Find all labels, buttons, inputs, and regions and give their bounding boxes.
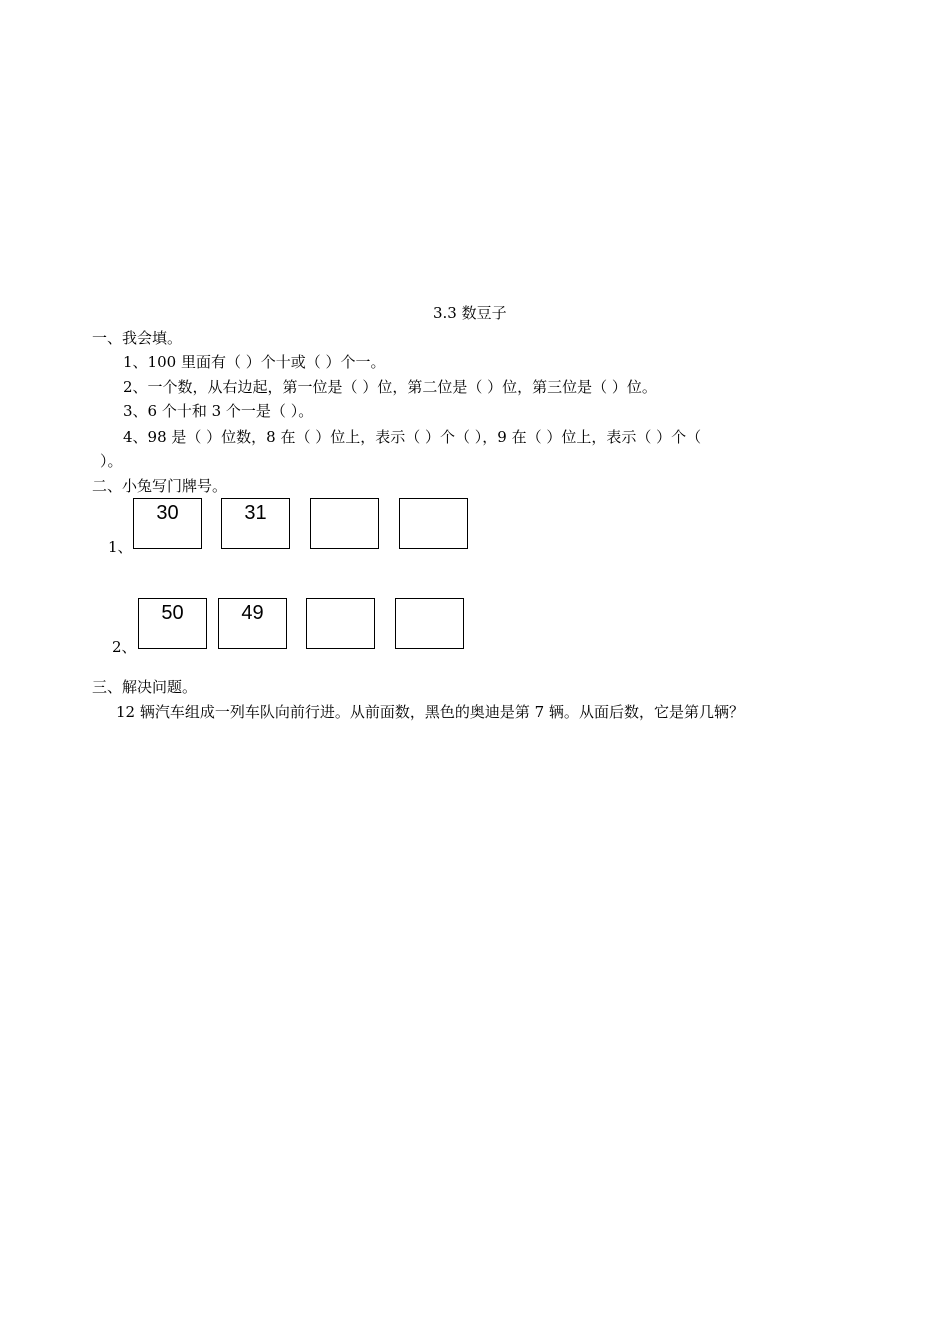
section-3-heading: 三、解决问题。 (92, 678, 198, 696)
door-number: 30 (156, 502, 179, 524)
question-4-line-2: ）。 (100, 452, 123, 470)
question-4-line-1: 4、98 是（ ）位数，8 在（ ）位上，表示（ ）个（ ），9 在（ ）位上，表示（ ）个（ (123, 428, 702, 446)
section-2-heading: 二、小兔写门牌号。 (92, 477, 228, 495)
door-number: 50 (161, 602, 184, 624)
question-1: 1、100 里面有（ ）个十或（ ）个一。 (123, 353, 386, 371)
question-2: 2、一个数，从右边起，第一位是（ ）位，第二位是（ ）位，第三位是（ ）位。 (123, 378, 657, 396)
door-number-box (133, 498, 202, 549)
door-number-box-blank[interactable] (310, 498, 379, 549)
door-number-box-blank[interactable] (395, 598, 464, 649)
page-title: 3.3 数豆子 (433, 304, 507, 322)
row-1-label: 1、 (108, 538, 133, 556)
door-number: 49 (241, 602, 264, 624)
row-2-label: 2、 (112, 638, 137, 656)
question-3: 3、6 个十和 3 个一是（ ）。 (123, 402, 314, 420)
word-problem: 12 辆汽车组成一列车队向前行进。从前面数，黑色的奥迪是第 7 辆。从面后数，它是第几辆？ (116, 703, 744, 721)
door-number-box-blank[interactable] (306, 598, 375, 649)
door-number-box (218, 598, 287, 649)
door-number-box-blank[interactable] (399, 498, 468, 549)
door-number-box (221, 498, 290, 549)
door-number-box (138, 598, 207, 649)
door-number: 31 (244, 502, 267, 524)
section-1-heading: 一、我会填。 (92, 329, 183, 347)
